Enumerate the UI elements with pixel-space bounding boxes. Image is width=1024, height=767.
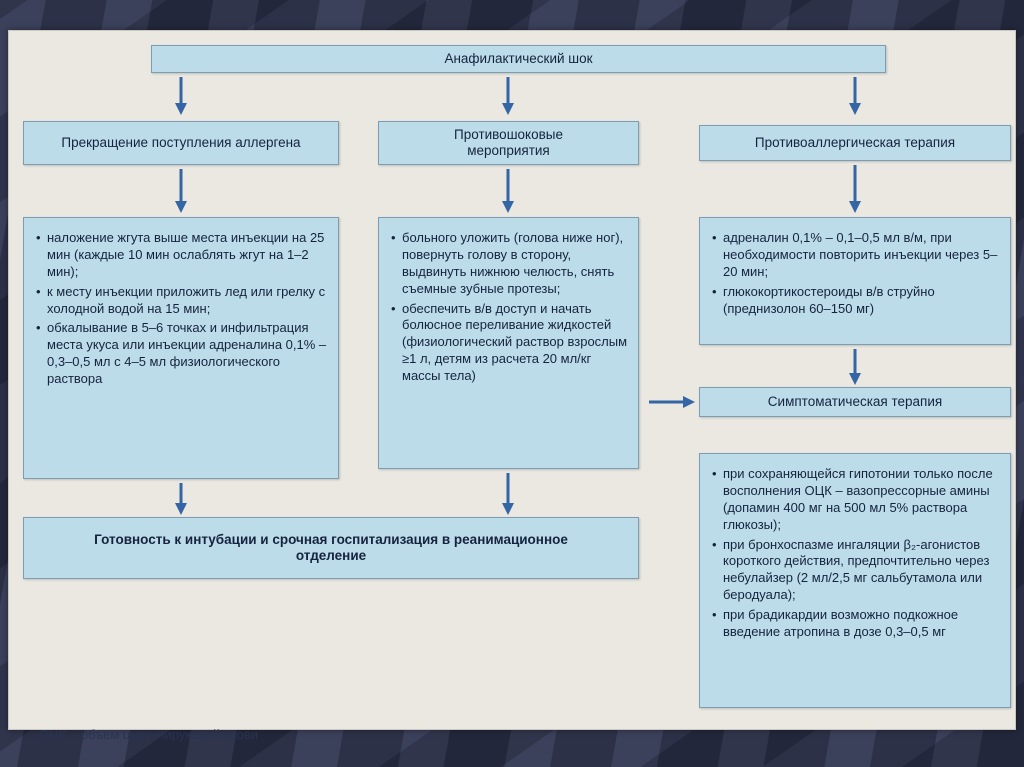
- bullet-list: [36, 230, 330, 388]
- arrow-title-to-left: [175, 77, 187, 115]
- footnote: ОЦК – объем циркулирующей крови: [39, 727, 259, 742]
- bullet-item: • к месту инъекции приложить лед или грелку с холодной водой на 15 мин;: [36, 284, 330, 318]
- bullet-item: • наложение жгута выше места инъекции на 25 мин (каждые 10 мин ослаблять жгут на 1–2 мин);: [36, 230, 330, 281]
- header-box-allergen-stop: [23, 121, 339, 165]
- header-label: Прекращение поступления аллергена: [61, 134, 301, 150]
- hospitalization-label: Готовность к интубации и срочная госпитализация в реанимационное отделение: [94, 531, 568, 563]
- bullet-item: • адреналин 0,1% – 0,1–0,5 мл в/м, при необходимости повторить инъекции через 5–20 мин;: [712, 230, 1002, 281]
- header-label: Противошоковые мероприятия: [454, 126, 563, 158]
- arrow-title-to-right: [849, 77, 861, 115]
- header-label: Симптоматическая терапия: [767, 393, 943, 409]
- detail-box-allergen-stop: [23, 217, 339, 479]
- arrow-right-header-to-details: [849, 165, 861, 213]
- hospitalization-box: [23, 517, 639, 579]
- bullet-list: [391, 230, 630, 385]
- header-box-antiallergic: [699, 125, 1011, 161]
- bullet-item: • при брадикардии возможно подкожное введение атропина в дозе 0,3–0,5 мг: [712, 607, 1002, 641]
- header-label: Противоаллергическая терапия: [754, 134, 956, 150]
- bullet-list: [712, 466, 1002, 641]
- diagram-title: Анафилактический шок: [444, 50, 593, 66]
- arrow-middle-details-to-hospitalization: [502, 473, 514, 515]
- bullet-item: • при бронхоспазме ингаляции β₂-агонистов короткого действия, предпочтительно через небулайзер (2 мл/2,5 мг сальбутамола или беродуала);: [712, 537, 1002, 605]
- arrow-middle-header-to-details: [502, 169, 514, 213]
- arrow-left-details-to-hospitalization: [175, 483, 187, 515]
- bullet-item: • больного уложить (голова ниже ног), повернуть голову в сторону, выдвинуть нижнюю челюсть, снять съемные зубные протезы;: [391, 230, 630, 298]
- header-box-symptomatic: [699, 387, 1011, 417]
- arrow-right-details-to-symptomatic: [849, 349, 861, 385]
- arrow-left-header-to-details: [175, 169, 187, 213]
- detail-box-antiallergic: [699, 217, 1011, 345]
- bullet-item: • глюкокортикостероиды в/в струйно (преднизолон 60–150 мг): [712, 284, 1002, 318]
- detail-box-symptomatic: [699, 453, 1011, 708]
- header-box-antishock: [378, 121, 639, 165]
- bullet-list: [712, 230, 1002, 317]
- bullet-item: • обкалывание в 5–6 точках и инфильтрация места укуса или инъекции адреналина 0,1% – 0,3–0,5 мл с 4–5 мл физиологического раствора: [36, 320, 330, 388]
- slide-content-area: [8, 30, 1016, 742]
- bullet-item: • при сохраняющейся гипотонии только после восполнения ОЦК – вазопрессорные амины (допамин 400 мг на 500 мл 5% раствора глюкозы);: [712, 466, 1002, 534]
- arrow-middle-to-symptomatic: [649, 396, 695, 408]
- detail-box-antishock: [378, 217, 639, 469]
- arrow-title-to-middle: [502, 77, 514, 115]
- title-box: [151, 45, 886, 73]
- bullet-item: • обеспечить в/в доступ и начать болюсное переливание жидкостей (физиологический раствор взрослым ≥1 л, детям из расчета 20 мл/кг массы тела): [391, 301, 630, 385]
